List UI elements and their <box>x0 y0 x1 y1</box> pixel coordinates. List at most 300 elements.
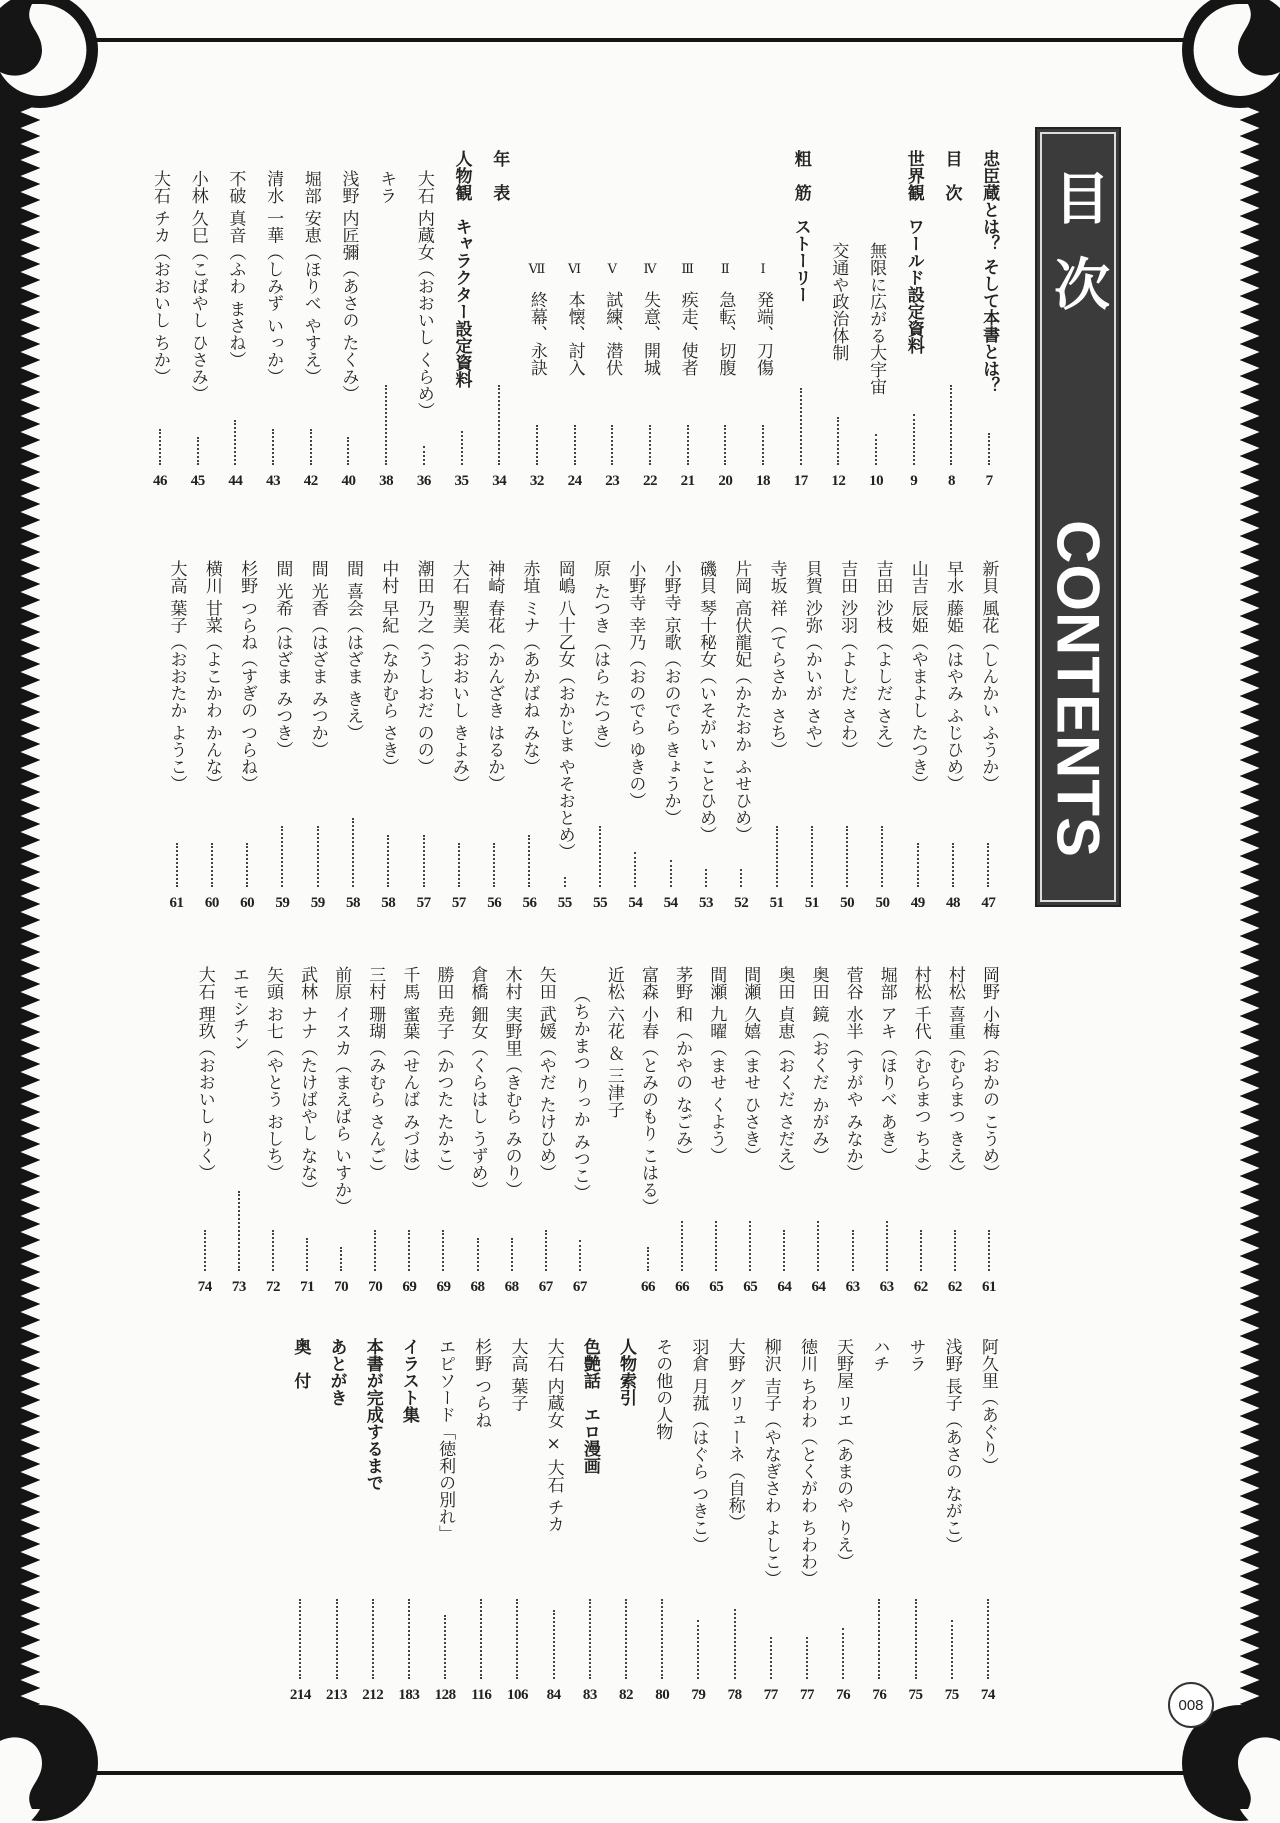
toc-entry[interactable] <box>593 150 631 490</box>
toc-entry-page: 77 <box>799 1687 814 1703</box>
toc-entry-label: 杉野 つらね（すぎの つらね） <box>237 560 258 792</box>
toc-entry-page: 36 <box>416 473 431 489</box>
toc-entry-label: 年 表 <box>489 150 510 201</box>
toc-entry[interactable] <box>582 560 617 912</box>
toc-entry[interactable] <box>512 560 547 912</box>
toc-entry-label: ハチ <box>869 1338 890 1372</box>
toc-entry[interactable] <box>358 966 392 1296</box>
toc-entry-label: （ちかまつ りっか みつこ） <box>569 986 590 1201</box>
leader-dots <box>423 446 425 465</box>
toc-entry[interactable] <box>463 1338 499 1704</box>
leader-dots <box>442 1230 444 1271</box>
toc-entry-label: 横川 甘菜（よこかわ かんな） <box>201 560 222 792</box>
toc-entry-page: 67 <box>572 1279 587 1295</box>
toc-entry[interactable] <box>724 560 759 912</box>
toc-entry[interactable] <box>405 150 443 490</box>
toc-entry[interactable] <box>865 560 900 912</box>
leader-dots <box>715 1221 717 1271</box>
toc-entry-page: 57 <box>451 895 466 911</box>
leader-dots <box>783 1230 785 1271</box>
chapter-numeral: Ⅴ <box>607 262 617 277</box>
toc-entry-page: 70 <box>368 1279 383 1295</box>
toc-entry-label: 前原 イスカ（まえばら いすか） <box>331 966 352 1215</box>
toc-entry-label: 大高 葉子 <box>507 1338 528 1412</box>
toc-entry[interactable] <box>179 150 217 490</box>
toc-entry[interactable] <box>759 560 794 912</box>
leader-dots <box>886 1221 888 1271</box>
toc-entry-page: 50 <box>840 895 855 911</box>
toc-entry[interactable] <box>499 1338 535 1704</box>
toc-entry-page: 75 <box>908 1687 923 1703</box>
toc-entry-page: 53 <box>698 895 713 911</box>
toc-entry-label: 間 光希（はざま みつき） <box>272 560 293 758</box>
toc-entry[interactable] <box>767 966 801 1296</box>
toc-entry[interactable] <box>518 150 556 490</box>
leader-dots <box>589 1599 591 1679</box>
toc-entry[interactable] <box>688 560 723 912</box>
toc-entry-page: 58 <box>346 895 360 911</box>
toc-entry-page: 116 <box>471 1687 492 1703</box>
leader-dots <box>498 385 500 465</box>
toc-entry-page: 78 <box>727 1687 742 1703</box>
leader-dots <box>875 434 877 465</box>
toc-entry-page: 68 <box>504 1279 519 1295</box>
leader-dots <box>734 1609 736 1679</box>
toc-entry[interactable] <box>870 966 904 1296</box>
toc-entry-page: 62 <box>947 1279 962 1295</box>
toc-entry[interactable] <box>897 1338 933 1704</box>
toc-entry-page: 70 <box>334 1279 349 1295</box>
leader-dots <box>408 1230 410 1271</box>
toc-entry-label: 堀部 安恵（ほりべ やすえ） <box>300 170 321 385</box>
toc-entry-page: 67 <box>538 1279 553 1295</box>
toc-entry-page: 18 <box>756 473 771 489</box>
toc-entry[interactable] <box>563 966 597 1296</box>
toc-entry[interactable] <box>265 560 300 912</box>
toc-entry[interactable] <box>900 560 935 912</box>
toc-entry[interactable] <box>392 966 426 1296</box>
tomoe-crest-icon <box>0 0 100 110</box>
toc-entry[interactable] <box>282 1338 318 1704</box>
toc-entry-label: キラ <box>376 170 397 204</box>
leader-dots <box>553 1610 555 1679</box>
leader-dots <box>423 835 425 887</box>
toc-entry[interactable] <box>820 150 858 490</box>
leader-dots <box>599 826 601 887</box>
toc-entry[interactable] <box>477 560 512 912</box>
leader-dots <box>347 437 349 465</box>
toc-entry-label: 吉田 沙羽（よしだ さわ） <box>837 560 858 758</box>
toc-entry-page: 77 <box>763 1687 778 1703</box>
toc-entry[interactable] <box>406 560 441 912</box>
toc-entry-page: 73 <box>231 1279 246 1295</box>
toc-entry-label: 不破 真音（ふわ まさね） <box>225 170 246 368</box>
toc-entry-page: 66 <box>641 1279 656 1295</box>
toc-entry[interactable] <box>680 1338 716 1704</box>
toc-entry-label: 急転、切腹 <box>715 291 736 376</box>
toc-entry[interactable] <box>290 966 324 1296</box>
toc-entry-label: 本懐、討入 <box>564 291 585 376</box>
leader-dots <box>408 1599 410 1679</box>
toc-entry-page: 84 <box>546 1687 561 1703</box>
leader-dots <box>536 425 538 466</box>
toc-entry[interactable] <box>938 966 972 1296</box>
toc-entry-page: 54 <box>663 895 678 911</box>
toc-entry-label: 羽倉 月菰（はぐら つきこ） <box>688 1338 709 1553</box>
toc-entry-page: 42 <box>303 473 318 489</box>
toc-entry[interactable] <box>699 966 733 1296</box>
toc-entry[interactable] <box>355 1338 391 1704</box>
toc-entry-label: 色艶話 エロ漫画 <box>579 1338 600 1474</box>
leader-dots <box>837 417 839 465</box>
toc-entry[interactable] <box>254 150 292 490</box>
leader-dots <box>800 388 802 465</box>
toc-entry-page: 63 <box>879 1279 894 1295</box>
leader-dots <box>634 852 636 887</box>
toc-entry-page: 7 <box>985 473 993 490</box>
toc-entry[interactable] <box>653 560 688 912</box>
toc-entry-page: 63 <box>845 1279 860 1295</box>
toc-entry[interactable] <box>426 966 460 1296</box>
toc-entry-page: 59 <box>310 895 325 911</box>
leader-dots <box>817 1221 819 1271</box>
toc-entry-page: 75 <box>944 1687 959 1703</box>
toc-entry[interactable] <box>194 560 229 912</box>
toc-entry-label: 疾走、使者 <box>677 291 698 376</box>
toc-entry-label: 天野屋 リエ（あまのや りえ） <box>833 1338 854 1570</box>
toc-entry[interactable] <box>159 560 194 912</box>
toc-entry-page: 56 <box>522 895 537 911</box>
toc-entry-page: 64 <box>811 1279 826 1295</box>
leader-dots <box>385 385 387 465</box>
title-en: CONTENTS <box>1044 520 1112 858</box>
toc-entry-label: 本書が完成するまで <box>362 1338 383 1491</box>
leader-dots <box>917 843 919 887</box>
toc-entry-label: 交通や政治体制 <box>828 242 849 361</box>
leader-dots <box>299 1599 301 1679</box>
toc-entry[interactable] <box>461 966 495 1296</box>
leader-dots <box>511 1238 513 1271</box>
toc-entry-label: 近松 六花 ＆ 三津子 <box>603 966 624 1119</box>
toc-entry-label: 間瀬 九曜（ませ くよう） <box>706 966 727 1164</box>
toc-entry-label: 大野 グリューネ（自称） <box>724 1338 745 1531</box>
toc-entry[interactable] <box>970 1338 1006 1704</box>
leader-dots <box>915 1599 917 1679</box>
toc-entry[interactable] <box>443 150 481 490</box>
toc-entry-label: 杉野 つらね <box>471 1338 492 1429</box>
toc-entry-label: エピソード「徳利の別れ」 <box>435 1338 456 1542</box>
leader-dots <box>881 826 883 887</box>
toc-entry-label: 間 喜会（はざま きえ） <box>343 560 363 741</box>
toc-entry[interactable] <box>427 1338 463 1704</box>
toc-entry[interactable] <box>371 560 406 912</box>
toc-entry-label: 堀部 アキ（ほりべ あき） <box>876 966 897 1164</box>
leader-dots <box>770 1637 772 1679</box>
toc-entry[interactable] <box>324 966 358 1296</box>
leader-dots <box>852 1230 854 1271</box>
toc-entry-label: 阿久里（あぐり） <box>977 1338 998 1474</box>
toc-entry-page: 74 <box>197 1279 212 1295</box>
leader-dots <box>336 1599 338 1679</box>
toc-entry-page: 79 <box>691 1687 706 1703</box>
leader-dots <box>987 843 989 887</box>
toc-entry-label: 小林 久巳（こばやし ひさみ） <box>187 170 208 402</box>
toc-entry-page: 69 <box>402 1279 417 1295</box>
toc-entry-page: 59 <box>275 895 290 911</box>
chapter-numeral: Ⅵ <box>568 262 582 277</box>
toc-entry-label: 大石 チカ（おおいし ちか） <box>150 170 171 385</box>
toc-entry-page: 183 <box>398 1687 420 1703</box>
toc-entry-label: 村松 喜重（むらまつ きえ） <box>944 966 965 1181</box>
toc-entry[interactable] <box>256 966 290 1296</box>
toc-entry-page: 12 <box>831 473 846 489</box>
toc-entry[interactable] <box>782 150 820 490</box>
toc-entry-label: 村松 千代（むらまつ ちよ） <box>910 966 931 1181</box>
toc-entry[interactable] <box>335 560 370 912</box>
toc-entry-page: 22 <box>642 473 657 489</box>
toc-entry-label: 赤埴 ミナ（あかばね みな） <box>519 560 540 775</box>
leader-dots <box>211 843 213 887</box>
toc-entry-label: 磯貝 琴十秘女（いそがい ことひめ） <box>695 560 716 843</box>
toc-entry-page: 58 <box>381 895 396 911</box>
toc-entry[interactable] <box>631 150 669 490</box>
toc-block-3 <box>188 966 1006 1296</box>
toc-entry[interactable] <box>330 150 368 490</box>
leader-dots <box>625 1599 627 1679</box>
toc-entry[interactable] <box>441 560 476 912</box>
toc-entry-label: エモシチン <box>228 966 249 1051</box>
toc-entry-label: 富森 小春（とみのもり こはる） <box>638 966 659 1215</box>
toc-entry[interactable] <box>825 1338 861 1704</box>
leader-dots <box>647 1247 649 1271</box>
toc-entry[interactable] <box>665 966 699 1296</box>
chapter-numeral: Ⅱ <box>720 262 730 277</box>
toc-entry-label: 矢頭 お七（やとう おしち） <box>262 966 283 1181</box>
toc-entry-page: 57 <box>416 895 431 911</box>
leader-dots <box>913 414 915 466</box>
leader-dots <box>493 843 495 887</box>
toc-entry[interactable] <box>572 1338 608 1704</box>
toc-entry[interactable] <box>861 1338 897 1704</box>
toc-entry-label: 大石 理玖（おおいし りく） <box>194 966 215 1181</box>
toc-entry-label: 間 光香（はざま みつか） <box>307 560 328 758</box>
leader-dots <box>374 1230 376 1271</box>
toc-entry-label: 菅谷 水半（すがや みなか） <box>842 966 863 1181</box>
toc-entry-label: 発端、刀傷 <box>753 291 774 376</box>
leader-dots <box>649 425 651 466</box>
leader-dots <box>246 843 248 887</box>
leader-dots <box>545 1230 547 1271</box>
toc-entry-page: 50 <box>875 895 890 911</box>
toc-entry-page: 55 <box>593 895 608 911</box>
toc-entry-label: 千馬 蜜葉（せんば みづは） <box>399 966 420 1181</box>
tomoe-crest-icon <box>1180 0 1280 110</box>
toc-entry-page: 214 <box>289 1687 311 1703</box>
toc-entry[interactable] <box>536 1338 572 1704</box>
leader-dots <box>317 826 319 887</box>
toc-entry[interactable] <box>669 150 707 490</box>
toc-entry[interactable] <box>972 966 1006 1296</box>
toc-entry-page: 66 <box>675 1279 690 1295</box>
toc-entry[interactable] <box>836 966 870 1296</box>
toc-entry-label: 茅野 和（かやの なごみ） <box>672 966 693 1164</box>
toc-entry-page: 32 <box>529 473 544 489</box>
leader-dots <box>461 431 463 466</box>
toc-entry[interactable] <box>222 966 256 1296</box>
toc-entry-page: 52 <box>734 895 749 911</box>
toc-entry-label: 山吉 辰姫（やまよし たつき） <box>907 560 928 792</box>
toc-entry[interactable] <box>830 560 865 912</box>
toc-entry[interactable] <box>597 966 631 1296</box>
leader-dots <box>762 425 764 466</box>
toc-entry-page: 35 <box>454 473 469 489</box>
leader-dots <box>310 429 312 465</box>
leader-dots <box>806 1637 808 1679</box>
leader-dots <box>176 843 178 887</box>
toc-entry[interactable] <box>188 966 222 1296</box>
toc-entry-page: 9 <box>910 473 918 489</box>
leader-dots <box>458 843 460 887</box>
toc-entry[interactable] <box>318 1338 354 1704</box>
toc-entry-page: 65 <box>743 1279 758 1295</box>
toc-entry-page: 65 <box>709 1279 724 1295</box>
toc-entry[interactable] <box>367 150 405 490</box>
toc-entry[interactable] <box>934 1338 970 1704</box>
toc-entry-label: 目 次 <box>941 150 962 201</box>
toc-entry-label: 新貝 風花（しんかい ふうか） <box>978 560 999 792</box>
leader-dots <box>740 869 742 887</box>
toc-entry[interactable] <box>707 150 745 490</box>
toc-entry[interactable] <box>904 966 938 1296</box>
toc-entry-label: 浅野 内匠彌（あさの たくみ） <box>338 170 359 402</box>
toc-entry[interactable] <box>292 150 330 490</box>
toc-entry[interactable] <box>631 966 665 1296</box>
toc-entry[interactable] <box>608 1338 644 1704</box>
toc-entry[interactable] <box>801 966 835 1296</box>
toc-entry[interactable] <box>970 150 1008 490</box>
toc-entry[interactable] <box>547 560 582 912</box>
toc-entry-label: 人物観 キャラクター設定資料 <box>451 150 472 388</box>
leader-dots <box>846 826 848 887</box>
toc-entry-page: 34 <box>492 473 507 489</box>
toc-entry-label: 吉田 沙枝（よしだ さえ） <box>872 560 893 758</box>
toc-entry-page: 80 <box>655 1687 670 1703</box>
leader-dots <box>352 818 354 887</box>
toc-entry[interactable] <box>480 150 518 490</box>
toc-entry-page: 69 <box>436 1279 451 1295</box>
toc-entry-page: 20 <box>718 473 733 489</box>
toc-block-2 <box>159 560 1006 912</box>
toc-entry-page: 43 <box>266 473 281 489</box>
toc-entry-page: 48 <box>946 895 961 911</box>
toc-entry[interactable] <box>495 966 529 1296</box>
toc-entry-label: 粗 筋 ストーリー <box>790 150 811 303</box>
toc-entry-label: 浅野 長子（あさの ながこ） <box>941 1338 962 1553</box>
leader-dots <box>281 826 283 887</box>
toc-entry-page: 54 <box>628 895 643 911</box>
toc-entry-page: 62 <box>913 1279 928 1295</box>
toc-entry[interactable] <box>556 150 594 490</box>
toc-entry[interactable] <box>717 1338 753 1704</box>
toc-entry-page: 60 <box>240 895 255 911</box>
toc-entry[interactable] <box>933 150 971 490</box>
toc-entry-label: 潮田 乃之（うしおだ のの） <box>413 560 434 775</box>
toc-entry[interactable] <box>733 966 767 1296</box>
toc-entry-page: 68 <box>470 1279 485 1295</box>
toc-entry[interactable] <box>391 1338 427 1704</box>
leader-dots <box>842 1628 844 1679</box>
leader-dots <box>988 433 990 465</box>
toc-entry[interactable] <box>789 1338 825 1704</box>
toc-entry[interactable] <box>753 1338 789 1704</box>
leader-dots <box>372 1599 374 1679</box>
leader-dots <box>444 1615 446 1680</box>
toc-entry[interactable] <box>529 966 563 1296</box>
leader-dots <box>705 869 707 887</box>
toc-entry[interactable] <box>618 560 653 912</box>
toc-entry[interactable] <box>935 560 970 912</box>
toc-entry-page: 64 <box>777 1279 792 1295</box>
toc-block-1 <box>141 150 1008 490</box>
toc-entry-label: 大石 内蔵女 × 大石 チカ <box>543 1338 564 1533</box>
toc-entry[interactable] <box>971 560 1006 912</box>
toc-entry[interactable] <box>794 560 829 912</box>
leader-dots <box>670 860 672 887</box>
leader-dots <box>687 425 689 466</box>
toc-entry-page: 72 <box>265 1279 280 1295</box>
bottom-border <box>40 1771 1240 1775</box>
toc-entry-label: 失意、開城 <box>639 291 660 376</box>
toc-entry-label: 徳川 ちわわ（とくがわ ちわわ） <box>796 1338 817 1587</box>
leader-dots <box>811 826 813 887</box>
toc-entry[interactable] <box>141 150 179 490</box>
leader-dots <box>951 1620 953 1679</box>
toc-entry[interactable] <box>895 150 933 490</box>
leader-dots <box>238 1191 240 1271</box>
toc-entry-label: 奥 付 <box>290 1338 311 1389</box>
leader-dots <box>749 1221 751 1271</box>
toc-entry-label: 早水 藤姫（はやみ ふじひめ） <box>943 560 964 792</box>
toc-entry-label: 小野寺 京歌（おのでら きょうか） <box>660 560 681 826</box>
chapter-numeral: Ⅶ <box>528 262 546 277</box>
title-jp: 目次 <box>1045 169 1111 341</box>
toc-entry-page: 71 <box>300 1279 315 1295</box>
toc-entry[interactable] <box>217 150 255 490</box>
toc-entry[interactable] <box>857 150 895 490</box>
leader-dots <box>661 1599 663 1679</box>
toc-entry-page: 44 <box>228 473 243 489</box>
toc-entry-page: 10 <box>869 473 884 489</box>
leader-dots <box>878 1599 880 1679</box>
toc-entry[interactable] <box>300 560 335 912</box>
page-number: 008 <box>1168 1682 1214 1728</box>
toc-entry[interactable] <box>229 560 264 912</box>
leader-dots <box>306 1238 308 1271</box>
toc-entry-label: 原 たつき（はら たつき） <box>590 560 611 758</box>
toc-entry-label: 大石 内蔵女（おおいし くらめ） <box>413 170 434 419</box>
toc-entry-label: 忠臣蔵とは？ そして本書とは？ <box>979 150 1000 394</box>
leader-dots <box>574 425 576 466</box>
toc-entry-page: 128 <box>434 1687 456 1703</box>
toc-entry[interactable] <box>644 1338 680 1704</box>
leader-dots <box>920 1230 922 1271</box>
toc-entry-label: 試練、潜伏 <box>602 291 623 376</box>
toc-entry[interactable] <box>744 150 782 490</box>
toc-entry-label: その他の人物 <box>652 1338 673 1440</box>
toc-entry-label: 間瀬 久嬉（ませ ひさき） <box>740 966 761 1164</box>
leader-dots <box>954 1230 956 1271</box>
toc-entry-label: 終幕、永訣 <box>526 291 547 376</box>
